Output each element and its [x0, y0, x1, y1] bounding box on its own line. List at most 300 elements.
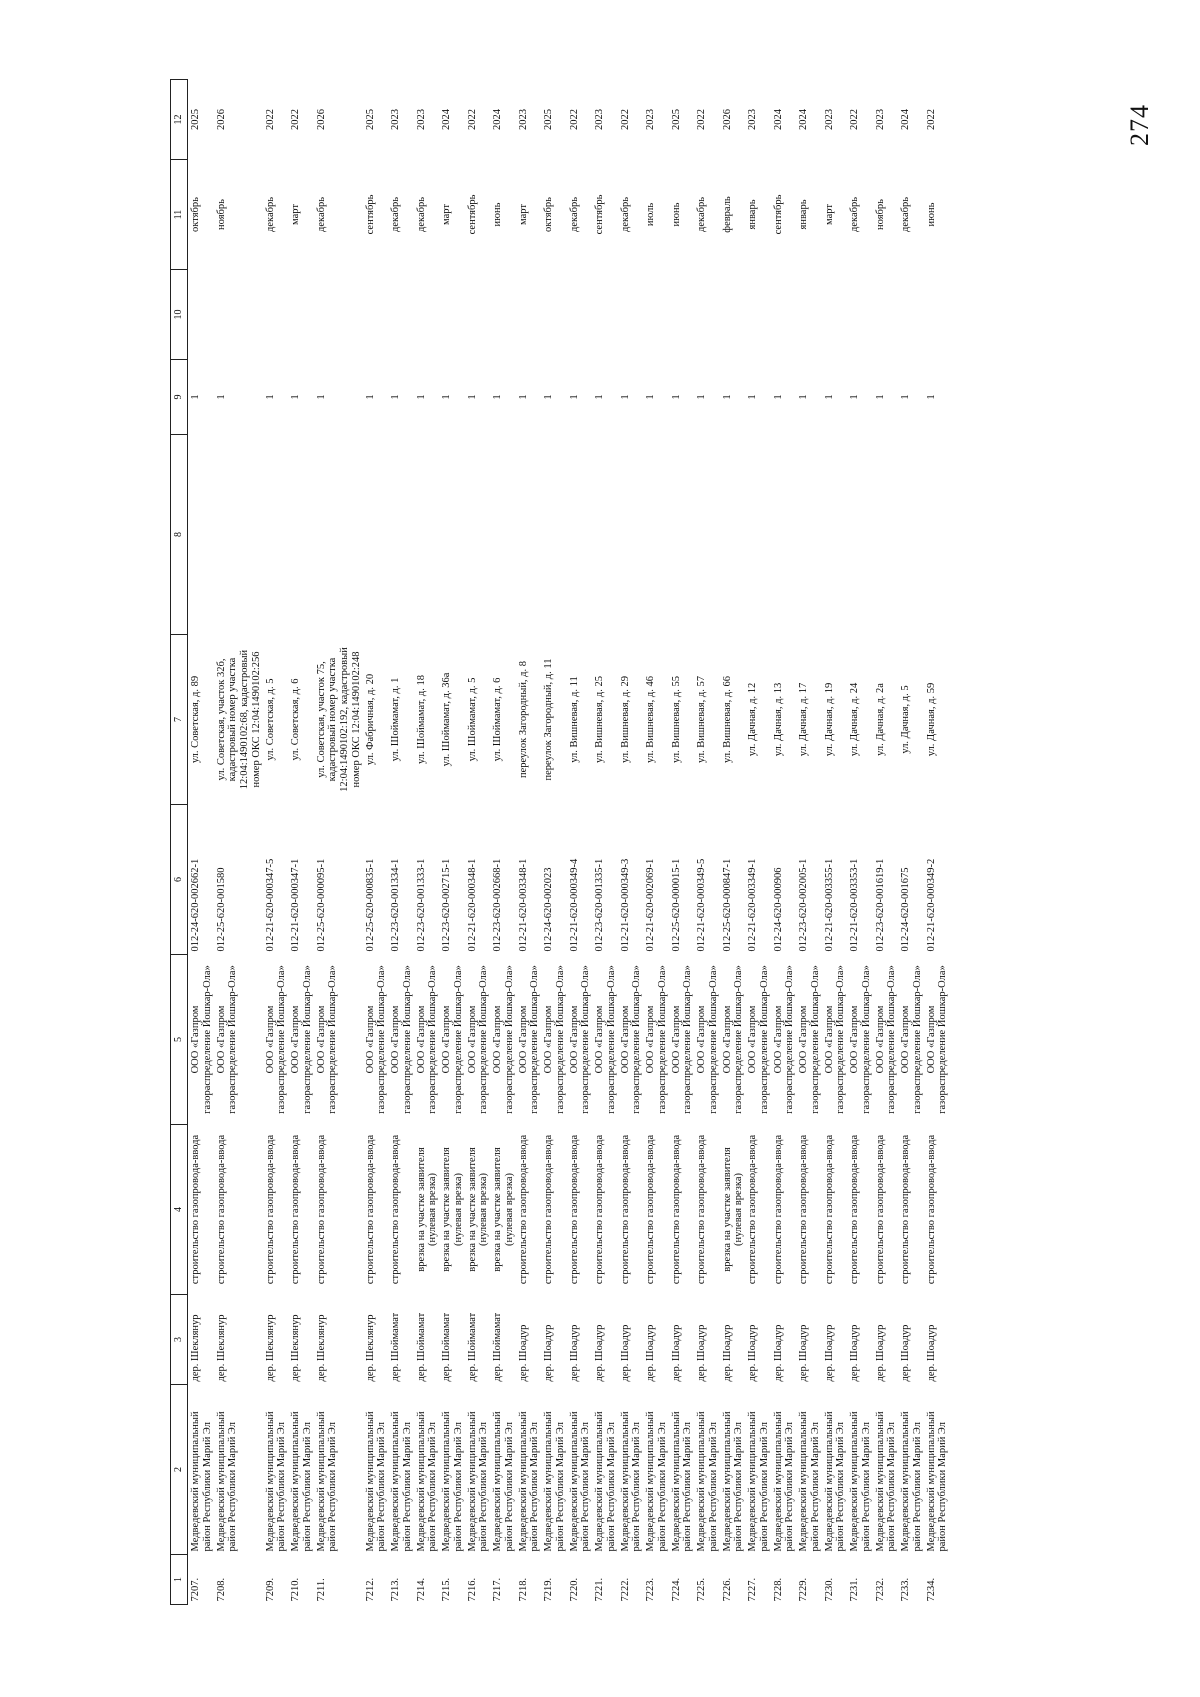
address-cell — [873, 635, 899, 805]
address-cell-line: ул. Вишневая, д. 46 — [645, 676, 656, 763]
address-cell-line: ул. Дачная, д. 59 — [925, 682, 937, 757]
year-cell: 2022 — [696, 109, 707, 130]
quantity-cell: 1 — [925, 394, 937, 400]
district-cell-line: Медведевский муниципальный — [492, 1411, 503, 1552]
quantity-cell: 1 — [645, 394, 656, 400]
row-number: 7226. — [721, 1577, 733, 1602]
row-number: 7217. — [492, 1577, 503, 1602]
address-cell — [796, 635, 822, 805]
address-cell — [694, 635, 720, 805]
column-header: 4 — [171, 1125, 188, 1295]
page-number: 274 — [1125, 104, 1154, 146]
organization-cell — [669, 955, 695, 1125]
column-10-cell — [541, 270, 567, 360]
year-cell: 2022 — [925, 109, 937, 130]
district-cell-line: район Республики Марий Эл — [707, 1422, 719, 1552]
table-row — [669, 80, 695, 1605]
district-cell — [592, 1385, 618, 1555]
address-cell — [214, 635, 263, 805]
month-cell: декабрь — [619, 197, 631, 232]
year-cell: 2023 — [747, 109, 758, 130]
organization-cell-line: газораспределение Йошкар-Ола» — [605, 965, 617, 1114]
organization-cell-line: ООО «Газпром — [315, 1005, 327, 1074]
work-type-cell-line: строительство газопровода-ввода — [364, 1134, 376, 1285]
address-cell-line: ул. Дачная, д. 12 — [747, 682, 758, 757]
column-10-cell — [465, 270, 491, 360]
district-cell — [720, 1385, 746, 1555]
organization-cell — [873, 955, 899, 1125]
district-cell — [314, 1385, 363, 1555]
column-10-cell — [363, 270, 389, 360]
column-8-cell — [439, 435, 465, 635]
work-type-cell-line: строительство газопровода-ввода — [823, 1134, 835, 1285]
column-10-cell — [898, 270, 924, 360]
column-8-cell — [490, 435, 516, 635]
organization-cell — [288, 955, 314, 1125]
district-cell-line: Медведевский муниципальный — [798, 1411, 809, 1552]
organization-cell — [847, 955, 873, 1125]
work-type-cell-line: строительство газопровода-ввода — [798, 1134, 809, 1285]
district-cell-line: район Республики Марий Эл — [427, 1422, 439, 1552]
district-cell — [898, 1385, 924, 1555]
table-row — [188, 80, 214, 1605]
column-10-cell — [745, 270, 771, 360]
address-cell — [263, 635, 289, 805]
work-type-cell-line: (нулевая врезка) — [478, 1173, 490, 1246]
application-code-cell: 012-21-620-000349-3 — [619, 858, 631, 952]
organization-cell — [541, 955, 567, 1125]
district-cell — [924, 1385, 950, 1555]
month-cell: декабрь — [849, 197, 860, 232]
organization-cell — [643, 955, 669, 1125]
organization-cell-line: ООО «Газпром — [645, 1005, 656, 1074]
address-cell-line: ул. Шоймамат, д. 18 — [415, 674, 427, 765]
column-8-cell — [388, 435, 414, 635]
table-row — [898, 80, 924, 1605]
address-cell-line: переулок Загородный, д. 11 — [543, 658, 554, 781]
year-cell: 2022 — [290, 109, 301, 130]
address-cell-line: ул. Дачная, д. 19 — [823, 682, 835, 757]
row-number: 7232. — [874, 1577, 886, 1602]
district-cell-line: район Республики Марий Эл — [682, 1422, 694, 1552]
work-type-cell — [541, 1125, 567, 1295]
address-cell-line: ул. Шоймамат, д. 1 — [390, 677, 401, 762]
organization-cell — [414, 955, 440, 1125]
work-type-cell — [720, 1125, 746, 1295]
year-cell: 2024 — [492, 109, 503, 130]
column-header: 10 — [171, 270, 188, 360]
month-cell: декабрь — [315, 197, 327, 232]
work-type-cell — [439, 1125, 465, 1295]
year-cell: 2022 — [466, 109, 478, 130]
address-cell — [771, 635, 797, 805]
application-code-cell: 012-23-620-001333-1 — [415, 858, 427, 952]
address-cell-line: ул. Вишневая, д. 57 — [696, 676, 707, 763]
month-cell: сентябрь — [364, 194, 376, 235]
organization-cell-line: ООО «Газпром — [670, 1005, 682, 1074]
month-cell: июнь — [492, 202, 503, 227]
organization-cell-line: ООО «Газпром — [900, 1005, 911, 1074]
organization-cell-line: ООО «Газпром — [364, 1005, 376, 1074]
gasification-table — [170, 79, 949, 1605]
application-code-cell: 012-24-620-002662-1 — [190, 858, 201, 952]
address-cell — [288, 635, 314, 805]
locality-cell: дер. Шоадур — [900, 1324, 911, 1382]
district-cell-line: район Республики Марий Эл — [301, 1422, 313, 1552]
work-type-cell-line: строительство газопровода-ввода — [670, 1134, 682, 1285]
work-type-cell-line: врезка на участке заявителя — [721, 1147, 733, 1272]
row-number: 7228. — [772, 1577, 784, 1602]
row-number: 7222. — [619, 1577, 631, 1602]
application-code-cell: 012-21-620-000349-5 — [696, 858, 707, 952]
quantity-cell: 1 — [594, 394, 605, 400]
organization-cell-line: газораспределение Йошкар-Ола» — [911, 965, 923, 1114]
year-cell: 2023 — [517, 109, 529, 130]
district-cell-line: район Республики Марий Эл — [580, 1422, 592, 1552]
organization-cell — [516, 955, 542, 1125]
month-cell: ноябрь — [215, 199, 227, 230]
month-cell: сентябрь — [594, 194, 605, 235]
district-cell — [796, 1385, 822, 1555]
column-8-cell — [796, 435, 822, 635]
district-cell — [439, 1385, 465, 1555]
organization-cell-line: ООО «Газпром — [874, 1005, 886, 1074]
column-8-cell — [822, 435, 848, 635]
row-number: 7218. — [517, 1577, 529, 1602]
organization-cell-line: ООО «Газпром — [849, 1005, 860, 1074]
column-8-cell — [263, 435, 289, 635]
quantity-cell: 1 — [568, 394, 580, 400]
column-10-cell — [188, 270, 214, 360]
district-cell — [771, 1385, 797, 1555]
locality-cell: дер. Шоадур — [823, 1324, 835, 1382]
row-number: 7216. — [466, 1577, 478, 1602]
year-cell: 2025 — [190, 109, 201, 130]
table-row — [263, 80, 289, 1605]
district-cell-line: Медведевский муниципальный — [390, 1411, 401, 1552]
application-code-cell: 012-23-620-002668-1 — [492, 858, 503, 952]
organization-cell-line: ООО «Газпром — [264, 1005, 276, 1074]
address-cell — [439, 635, 465, 805]
district-cell-line: район Республики Марий Эл — [886, 1422, 898, 1552]
month-cell: декабрь — [900, 197, 911, 232]
column-8-cell — [414, 435, 440, 635]
year-cell: 2026 — [721, 109, 733, 130]
organization-cell-line: ООО «Газпром — [696, 1005, 707, 1074]
work-type-cell — [363, 1125, 389, 1295]
address-cell-line: кадастровый номер участка — [227, 657, 239, 782]
locality-cell: дер. Шоадур — [772, 1324, 784, 1382]
address-cell-line: ул. Советская, д. 89 — [190, 675, 201, 764]
organization-cell — [188, 955, 214, 1125]
locality-cell: дер. Шоадур — [798, 1324, 809, 1382]
work-type-cell — [490, 1125, 516, 1295]
application-code-cell: 012-23-620-002005-1 — [798, 858, 809, 952]
organization-cell-line: газораспределение Йошкар-Ола» — [733, 965, 745, 1114]
work-type-cell — [516, 1125, 542, 1295]
year-cell: 2023 — [874, 109, 886, 130]
work-type-cell — [465, 1125, 491, 1295]
address-cell-line: ул. Дачная, д. 13 — [772, 682, 784, 757]
work-type-cell-line: врезка на участке заявителя — [441, 1147, 452, 1272]
address-cell-line: ул. Вишневая, д. 29 — [619, 676, 631, 763]
organization-cell-line: ООО «Газпром — [190, 1005, 201, 1074]
address-cell — [414, 635, 440, 805]
address-cell — [388, 635, 414, 805]
locality-cell: дер. Шоадур — [874, 1324, 886, 1382]
table-row — [822, 80, 848, 1605]
district-cell-line: Медведевский муниципальный — [696, 1411, 707, 1552]
work-type-cell — [414, 1125, 440, 1295]
column-header: 2 — [171, 1385, 188, 1555]
table-row — [847, 80, 873, 1605]
quantity-cell: 1 — [290, 394, 301, 400]
column-8-cell — [745, 435, 771, 635]
quantity-cell: 1 — [190, 394, 201, 400]
quantity-cell: 1 — [772, 394, 784, 400]
column-8-cell — [924, 435, 950, 635]
organization-cell-line: газораспределение Йошкар-Ола» — [937, 965, 949, 1114]
application-code-cell: 012-24-620-001675 — [900, 867, 911, 952]
work-type-cell-line: строительство газопровода-ввода — [747, 1134, 758, 1285]
organization-cell-line: ООО «Газпром — [594, 1005, 605, 1074]
organization-cell — [439, 955, 465, 1125]
column-header: 7 — [171, 635, 188, 805]
district-cell-line: Медведевский муниципальный — [619, 1411, 631, 1552]
row-number: 7208. — [215, 1577, 227, 1602]
district-cell-line: Медведевский муниципальный — [925, 1411, 937, 1552]
organization-cell-line: газораспределение Йошкар-Ола» — [529, 965, 541, 1114]
row-number: 7233. — [900, 1577, 911, 1602]
locality-cell: дер. Шоадур — [619, 1324, 631, 1382]
district-cell-line: Медведевский муниципальный — [264, 1411, 276, 1552]
column-10-cell — [873, 270, 899, 360]
organization-cell-line: ООО «Газпром — [772, 1005, 784, 1074]
quantity-cell: 1 — [874, 394, 886, 400]
column-8-cell — [618, 435, 644, 635]
column-10-cell — [618, 270, 644, 360]
district-cell — [490, 1385, 516, 1555]
table-row — [745, 80, 771, 1605]
district-cell — [873, 1385, 899, 1555]
column-10-cell — [771, 270, 797, 360]
address-cell — [188, 635, 214, 805]
district-cell — [363, 1385, 389, 1555]
work-type-cell — [567, 1125, 593, 1295]
district-cell-line: Медведевский муниципальный — [466, 1411, 478, 1552]
organization-cell-line: ООО «Газпром — [290, 1005, 301, 1074]
organization-cell-line: газораспределение Йошкар-Ола» — [276, 965, 288, 1114]
row-number: 7231. — [849, 1577, 860, 1602]
table-row — [439, 80, 465, 1605]
month-cell: июнь — [925, 202, 937, 227]
table-row — [694, 80, 720, 1605]
district-cell-line: Медведевский муниципальный — [849, 1411, 860, 1552]
column-header: 1 — [171, 1555, 188, 1605]
organization-cell-line: ООО «Газпром — [721, 1005, 733, 1074]
locality-cell: дер. Шоадур — [925, 1324, 937, 1382]
address-cell-line: кадастровый номер участка — [327, 657, 339, 782]
organization-cell-line: ООО «Газпром — [390, 1005, 401, 1074]
work-type-cell-line: строительство газопровода-ввода — [645, 1134, 656, 1285]
row-number: 7225. — [696, 1577, 707, 1602]
application-code-cell: 012-21-620-000347-1 — [290, 858, 301, 952]
table-row — [771, 80, 797, 1605]
table-row — [288, 80, 314, 1605]
district-cell-line: район Республики Марий Эл — [758, 1422, 770, 1552]
address-cell-line: ул. Советская, д. 5 — [264, 678, 276, 761]
district-cell-line: район Республики Марий Эл — [452, 1422, 464, 1552]
district-cell-line: Медведевский муниципальный — [721, 1411, 733, 1552]
month-cell: октябрь — [543, 197, 554, 232]
quantity-cell: 1 — [823, 394, 835, 400]
work-type-cell — [898, 1125, 924, 1295]
address-cell — [516, 635, 542, 805]
district-cell-line: район Республики Марий Эл — [809, 1422, 821, 1552]
address-cell-line: ул. Вишневая, д. 25 — [594, 676, 605, 763]
address-cell-line: 12:04:1490102:192, кадастровый — [339, 647, 350, 792]
organization-cell-line: ООО «Газпром — [466, 1005, 478, 1074]
quantity-cell: 1 — [670, 394, 682, 400]
work-type-cell-line: строительство газопровода-ввода — [517, 1134, 529, 1285]
column-8-cell — [363, 435, 389, 635]
organization-cell — [771, 955, 797, 1125]
work-type-cell-line: строительство газопровода-ввода — [619, 1134, 631, 1285]
month-cell: сентябрь — [772, 194, 784, 235]
district-cell-line: район Республики Марий Эл — [733, 1422, 745, 1552]
district-cell-line: район Республики Марий Эл — [276, 1422, 288, 1552]
address-cell-line: ул. Шоймамат, д. 6 — [492, 677, 503, 762]
row-number: 7229. — [798, 1577, 809, 1602]
address-cell — [314, 635, 363, 805]
column-8-cell — [694, 435, 720, 635]
address-cell — [465, 635, 491, 805]
address-cell-line: ул. Советская, д. 6 — [290, 678, 301, 761]
organization-cell — [720, 955, 746, 1125]
row-number: 7219. — [543, 1577, 554, 1602]
organization-cell — [490, 955, 516, 1125]
column-10-cell — [720, 270, 746, 360]
quantity-cell: 1 — [721, 394, 733, 400]
row-number: 7227. — [747, 1577, 758, 1602]
row-number: 7220. — [568, 1577, 580, 1602]
address-cell — [567, 635, 593, 805]
organization-cell-line: газораспределение Йошкар-Ола» — [427, 965, 439, 1114]
application-code-cell: 012-21-620-000349-4 — [568, 858, 580, 952]
table-row — [414, 80, 440, 1605]
organization-cell — [796, 955, 822, 1125]
work-type-cell — [388, 1125, 414, 1295]
district-cell-line: Медведевский муниципальный — [517, 1411, 529, 1552]
district-cell-line: район Республики Марий Эл — [631, 1422, 643, 1552]
year-cell: 2023 — [594, 109, 605, 130]
organization-cell — [924, 955, 950, 1125]
year-cell: 2022 — [264, 109, 276, 130]
address-cell — [720, 635, 746, 805]
application-code-cell: 012-25-620-001580 — [215, 867, 227, 952]
column-10-cell — [694, 270, 720, 360]
application-code-cell: 012-21-620-000348-1 — [466, 858, 478, 952]
quantity-cell: 1 — [543, 394, 554, 400]
work-type-cell — [771, 1125, 797, 1295]
work-type-cell — [822, 1125, 848, 1295]
organization-cell — [822, 955, 848, 1125]
column-10-cell — [439, 270, 465, 360]
district-cell-line: Медведевский муниципальный — [415, 1411, 427, 1552]
work-type-cell-line: строительство газопровода-ввода — [772, 1134, 784, 1285]
quantity-cell: 1 — [619, 394, 631, 400]
district-cell-line: район Республики Марий Эл — [656, 1422, 668, 1552]
column-10-cell — [924, 270, 950, 360]
application-code-cell: 012-21-620-000349-2 — [925, 858, 937, 952]
address-cell — [822, 635, 848, 805]
column-8-cell — [314, 435, 363, 635]
district-cell — [822, 1385, 848, 1555]
work-type-cell — [288, 1125, 314, 1295]
district-cell-line: район Республики Марий Эл — [605, 1422, 617, 1552]
district-cell-line: Медведевский муниципальный — [900, 1411, 911, 1552]
district-cell-line: район Республики Марий Эл — [401, 1422, 413, 1552]
column-8-cell — [592, 435, 618, 635]
district-cell — [188, 1385, 214, 1555]
work-type-cell-line: врезка на участке заявителя — [415, 1147, 427, 1272]
district-cell-line: район Республики Марий Эл — [860, 1422, 872, 1552]
organization-cell-line: ООО «Газпром — [747, 1005, 758, 1074]
address-cell-line: ул. Вишневая, д. 55 — [670, 676, 682, 763]
quantity-cell: 1 — [415, 394, 427, 400]
address-cell-line: 12:04:1490102:68, кадастровый — [239, 649, 250, 790]
district-cell-line: район Республики Марий Эл — [784, 1422, 796, 1552]
column-8-cell — [643, 435, 669, 635]
column-10-cell — [288, 270, 314, 360]
address-cell-line: ул. Дачная, д. 24 — [849, 682, 860, 757]
district-cell — [541, 1385, 567, 1555]
organization-cell-line: газораспределение Йошкар-Ола» — [860, 965, 872, 1114]
application-code-cell: 012-23-620-001334-1 — [390, 858, 401, 952]
application-code-cell: 012-21-620-002069-1 — [645, 858, 656, 952]
organization-cell-line: газораспределение Йошкар-Ола» — [682, 965, 694, 1114]
column-10-cell — [263, 270, 289, 360]
address-cell — [592, 635, 618, 805]
address-cell — [924, 635, 950, 805]
work-type-cell-line: строительство газопровода-ввода — [900, 1134, 911, 1285]
column-header: 5 — [171, 955, 188, 1125]
organization-cell-line: газораспределение Йошкар-Ола» — [835, 965, 847, 1114]
locality-cell: дер. Шоадур — [645, 1324, 656, 1382]
district-cell-line: Медведевский муниципальный — [290, 1411, 301, 1552]
column-8-cell — [541, 435, 567, 635]
row-number: 7215. — [441, 1577, 452, 1602]
table-row — [720, 80, 746, 1605]
district-cell — [414, 1385, 440, 1555]
application-code-cell: 012-21-620-003349-1 — [747, 858, 758, 952]
work-type-cell-line: строительство газопровода-ввода — [874, 1134, 886, 1285]
table-row — [516, 80, 542, 1605]
organization-cell — [263, 955, 289, 1125]
work-type-cell-line: строительство газопровода-ввода — [264, 1134, 276, 1285]
organization-cell-line: газораспределение Йошкар-Ола» — [758, 965, 770, 1114]
work-type-cell-line: строительство газопровода-ввода — [543, 1134, 554, 1285]
work-type-cell-line: строительство газопровода-ввода — [315, 1134, 327, 1285]
month-cell: март — [290, 204, 301, 225]
month-cell: декабрь — [390, 197, 401, 232]
district-cell-line: район Республики Марий Эл — [327, 1422, 339, 1552]
address-cell-line: ул. Шоймамат, д. 5 — [466, 677, 478, 762]
work-type-cell-line: строительство газопровода-ввода — [849, 1134, 860, 1285]
address-cell — [669, 635, 695, 805]
address-cell-line: ул. Советская, участок 75, — [315, 661, 327, 778]
table-row — [618, 80, 644, 1605]
